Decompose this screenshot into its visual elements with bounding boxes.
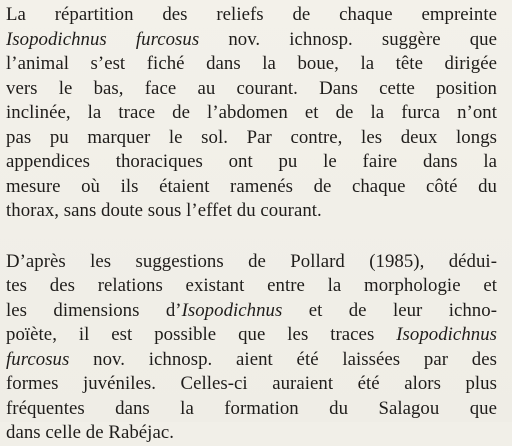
text-line	[6, 3, 497, 28]
paragraph-2	[6, 250, 497, 446]
text-line	[6, 397, 497, 422]
text-column	[6, 3, 497, 446]
text-line	[6, 199, 497, 224]
text-segment: appendices thoraciques ont pu le faire dans la	[6, 151, 497, 172]
text-line	[6, 372, 497, 397]
text-segment: tes des relations existant entre la morphologie et	[6, 275, 497, 296]
genus-name: Isopodichnus	[396, 324, 497, 345]
species-epithet: furcosus	[6, 348, 70, 370]
paragraph-1	[6, 3, 497, 224]
text-segment: D’après les suggestions de Pollard (1985), dédui-	[6, 250, 497, 272]
text-segment: thorax, sans doute sous l’effet du courant.	[6, 200, 322, 221]
text-segment: vers le bas, face au courant. Dans cette position	[6, 77, 497, 99]
text-line	[6, 126, 497, 151]
text-segment: fréquentes dans la formation du Salagou que	[6, 397, 497, 419]
text-line	[6, 77, 497, 102]
text-line	[6, 299, 497, 324]
text-line	[6, 52, 497, 77]
text-line	[6, 274, 497, 299]
text-segment: pas pu marquer le sol. Par contre, les deux longs	[6, 126, 497, 148]
text-line	[6, 101, 497, 126]
text-segment: poïète, il est possible que les traces	[6, 324, 397, 345]
text-line	[6, 421, 497, 446]
text-line	[6, 175, 497, 200]
text-segment: mesure où ils étaient ramenés de chaque côté du	[6, 175, 497, 197]
paragraph-gap	[6, 224, 497, 250]
text-segment: dans celle de Rabéjac.	[6, 422, 174, 443]
text-segment: nov. ichnosp. suggère que	[199, 28, 497, 50]
genus-name: Isopodichnus	[181, 299, 283, 321]
text-line	[6, 250, 497, 275]
text-line	[6, 150, 497, 175]
text-segment: formes juvéniles. Celles-ci auraient été alors plus	[6, 373, 497, 394]
text-line	[6, 323, 497, 348]
text-segment: inclinée, la trace de l’abdomen et de la furca n’ont	[6, 102, 497, 123]
text-segment: l’animal s’est fiché dans la boue, la tête dirigée	[6, 53, 497, 74]
text-segment: nov. ichnosp. aient été laissées par des	[69, 348, 497, 370]
text-segment: les dimensions d’	[6, 299, 182, 321]
text-line	[6, 28, 497, 53]
species-name: Isopodichnus furcosus	[6, 28, 200, 50]
text-segment: et de leur ichno-	[282, 299, 497, 321]
text-line	[6, 348, 497, 373]
text-segment: La répartition des reliefs de chaque empreinte	[6, 4, 497, 25]
